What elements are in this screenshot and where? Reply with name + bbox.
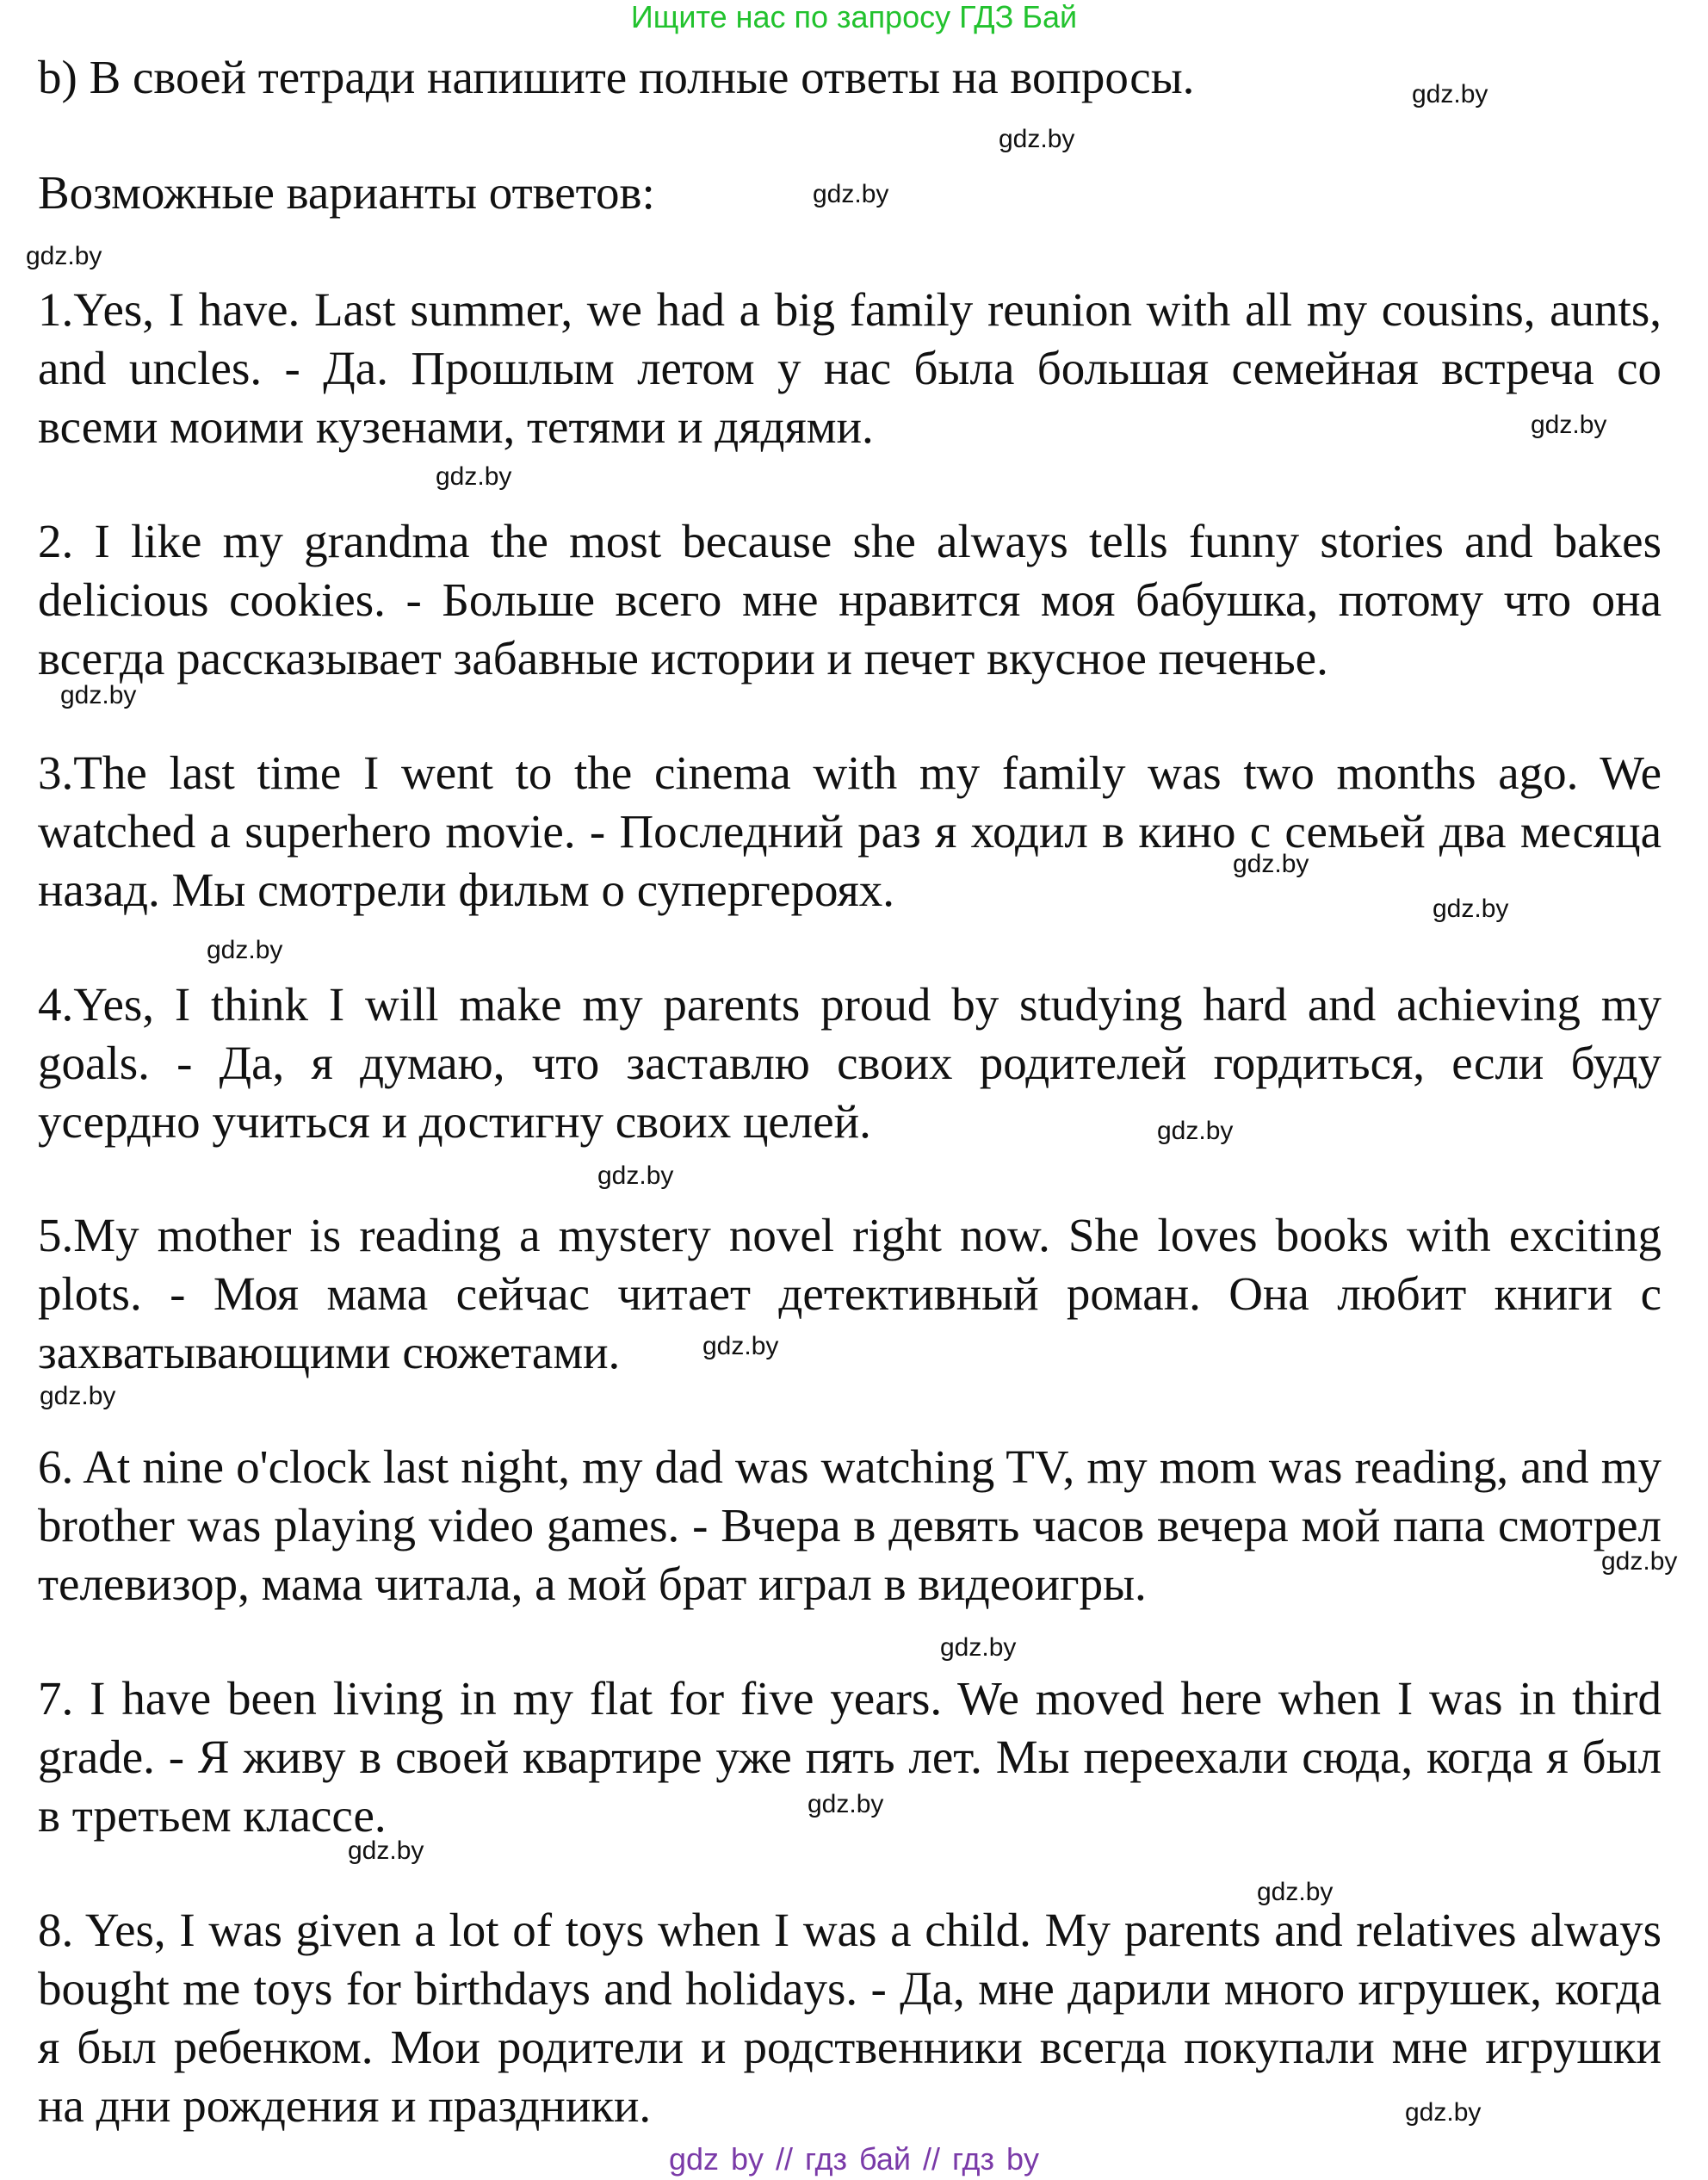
watermark: gdz.by xyxy=(1601,1547,1678,1576)
watermark: gdz.by xyxy=(808,1790,884,1818)
top-banner: Ищите нас по запросу ГДЗ Бай xyxy=(630,0,1078,34)
watermark: gdz.by xyxy=(1257,1878,1334,1906)
watermark: gdz.by xyxy=(40,1382,116,1410)
watermark: gdz.by xyxy=(1233,850,1309,878)
watermark: gdz.by xyxy=(1405,2098,1482,2127)
task-instruction: b) В своей тетради напишите полные ответы на вопросы. xyxy=(38,51,1195,103)
watermark: gdz.by xyxy=(702,1332,779,1360)
watermark: gdz.by xyxy=(1433,895,1509,923)
answer-8: 8. Yes, I was given a lot of toys when I was a child. My parents and relatives always bought me toys for birthdays and holidays. - Да, мне дарили много игрушек, когда я был ребенком. Мои родители и родственники всегда покупали мне игрушки на дни рождения и праздники. xyxy=(38,1904,1662,2132)
answer-3: 3.The last time I went to the cinema with my family was two months ago. We watched a superhero movie. - Последний раз я ходил в кино с семьей два месяца назад. Мы смотрели фильм о супергероях. xyxy=(38,746,1662,916)
watermark: gdz.by xyxy=(813,180,889,208)
watermark: gdz.by xyxy=(940,1633,1017,1662)
answer-7: 7. I have been living in my flat for five years. We moved here when I was in third grade. - Я живу в своей квартире уже пять лет. Мы переехали сюда, когда я был в третьем классе. xyxy=(38,1672,1662,1842)
watermark: gdz.by xyxy=(207,936,283,964)
answers-subheading: Возможные варианты ответов: xyxy=(38,166,655,219)
answer-2: 2. I like my grandma the most because she always tells funny stories and bakes delicious cookies. - Больше всего мне нравится моя бабушка, потому что она всегда рассказывает забавные истории и печет вкусное печенье. xyxy=(38,515,1662,684)
watermark: gdz.by xyxy=(1412,80,1488,108)
watermark: gdz.by xyxy=(60,681,137,709)
watermark: gdz.by xyxy=(348,1836,424,1865)
answer-1: 1.Yes, I have. Last summer, we had a big family reunion with all my cousins, aunts, and uncles. - Да. Прошлым летом у нас была большая семейная встреча со всеми моими кузенами, тетями и дядями. xyxy=(38,283,1662,453)
watermark: gdz.by xyxy=(1157,1117,1234,1145)
watermark: gdz.by xyxy=(1531,411,1607,439)
answer-6: 6. At nine o'clock last night, my dad was watching TV, my mom was reading, and my brother was playing video games. - Вчера в девять часов вечера мой папа смотрел телевизор, мама читала, а мой брат играл в видеоигры. xyxy=(38,1440,1662,1610)
watermark: gdz.by xyxy=(436,462,512,491)
watermark: gdz.by xyxy=(597,1161,674,1190)
answer-5: 5.My mother is reading a mystery novel right now. She loves books with exciting plots. - Моя мама сейчас читает детективный роман. Она любит книги с захватывающими сюжетами. xyxy=(38,1209,1662,1378)
footer-links: gdz by // гдз бай // гдз by xyxy=(668,2141,1040,2177)
answer-4: 4.Yes, I think I will make my parents proud by studying hard and achieving my goals. - Да, я думаю, что заставлю своих родителей гордиться, если буду усердно учиться и достигну своих целей. xyxy=(38,978,1662,1148)
watermark: gdz.by xyxy=(999,125,1075,153)
watermark: gdz.by xyxy=(26,242,102,270)
